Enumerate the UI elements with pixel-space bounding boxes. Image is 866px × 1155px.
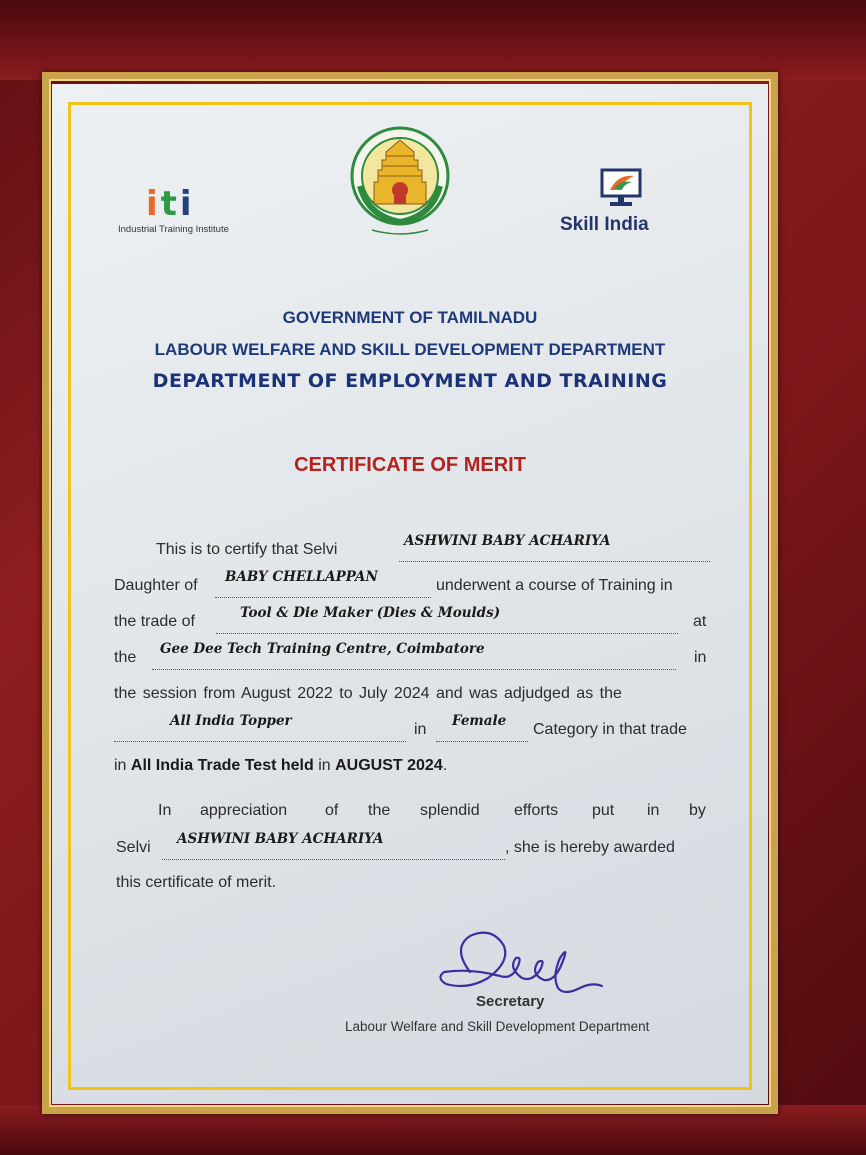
awardee-name: ASHWINI BABY ACHARIYA xyxy=(177,831,384,847)
iti-letter-t: t xyxy=(160,184,177,224)
awardee-name-field xyxy=(162,831,505,860)
word-in: In xyxy=(158,802,172,819)
word-appreciation: appreciation xyxy=(200,802,288,819)
in-label-4: in xyxy=(318,757,331,774)
selvi-label: Selvi xyxy=(116,839,151,856)
word-of: of xyxy=(325,802,339,819)
skill-india-text: Skill India xyxy=(560,214,649,235)
session-line xyxy=(114,685,710,709)
word-put: put xyxy=(592,802,615,819)
test-line xyxy=(114,757,710,781)
parent-name-field xyxy=(215,569,431,598)
category-text: Category in that trade xyxy=(533,721,687,738)
test-name: All India Trade Test held xyxy=(130,757,314,774)
test-month: AUGUST 2024 xyxy=(335,757,443,774)
student-name: ASHWINI BABY ACHARIYA xyxy=(404,533,611,549)
period: . xyxy=(442,757,448,774)
in-label: in xyxy=(694,649,707,666)
appreciation-line xyxy=(114,802,710,826)
trade-line xyxy=(114,605,710,637)
tamil-nadu-emblem-icon xyxy=(348,126,452,240)
course-text: underwent a course of Training in xyxy=(436,577,673,594)
government-heading: GOVERNMENT OF TAMILNADU xyxy=(282,308,538,327)
daughter-of-label: Daughter of xyxy=(114,577,198,594)
word-by: by xyxy=(689,802,706,819)
the-label: the xyxy=(114,649,137,666)
category-value: Female xyxy=(452,713,507,729)
department-heading: LABOUR WELFARE AND SKILL DEVELOPMENT DEPARTMENT xyxy=(154,340,666,359)
word-efforts: efforts xyxy=(514,802,559,819)
awarded-text: , she is hereby awarded xyxy=(505,839,675,856)
rank-value: All India Topper xyxy=(170,713,292,729)
employment-heading: DEPARTMENT OF EMPLOYMENT AND TRAINING xyxy=(152,370,668,392)
centre-name-field xyxy=(152,641,676,670)
word-the: the xyxy=(368,802,391,819)
closing-text: this certificate of merit. xyxy=(116,874,277,891)
signatory-title: Secretary xyxy=(476,993,545,1010)
in-label-2: in xyxy=(414,721,427,738)
rank-line xyxy=(114,713,710,745)
iti-letter-i2: i xyxy=(179,184,192,224)
in-label-3: in xyxy=(114,757,127,774)
frame-top-edge xyxy=(0,0,866,80)
iti-letter-i: i xyxy=(146,184,158,224)
trade-name-field xyxy=(216,605,678,634)
iti-logo xyxy=(118,186,258,236)
word-splendid: splendid xyxy=(420,802,480,819)
daughter-line xyxy=(114,569,710,601)
trade-of-label: the trade of xyxy=(114,613,195,630)
iti-caption: Industrial Training Institute xyxy=(118,224,229,235)
session-text: the session from August 2022 to July 2024 and was adjudged as the xyxy=(114,685,622,702)
word-in-2: in xyxy=(647,802,660,819)
centre-name: Gee Dee Tech Training Centre, Coimbatore xyxy=(160,641,485,657)
certify-line xyxy=(114,533,710,565)
awardee-line xyxy=(114,831,710,863)
rank-field xyxy=(114,713,406,742)
student-name-field xyxy=(399,533,710,562)
closing-line xyxy=(114,874,710,898)
parent-name: BABY CHELLAPPAN xyxy=(225,569,378,585)
signatory-department: Labour Welfare and Skill Development Department xyxy=(345,1019,650,1034)
at-label: at xyxy=(693,613,707,630)
certificate-title: CERTIFICATE OF MERIT xyxy=(294,454,526,476)
certify-prefix: This is to certify that Selvi xyxy=(156,541,338,558)
category-field xyxy=(436,713,528,742)
skill-india-logo xyxy=(560,168,690,242)
centre-line xyxy=(114,641,710,673)
skill-india-computer-icon xyxy=(600,168,644,208)
trade-name: Tool & Die Maker (Dies & Moulds) xyxy=(240,605,501,621)
